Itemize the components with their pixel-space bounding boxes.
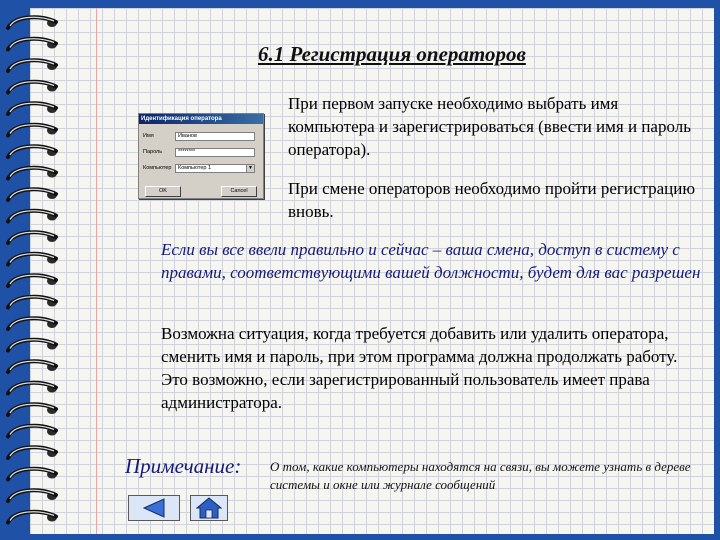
paragraph-access-granted: Если вы все ввели правильно и сейчас – ваша смена, доступ в систему с правами, соответствующими вашей должности, будет для вас разрешен [161, 240, 701, 282]
paragraph-admin-rights: Возможна ситуация, когда требуется добавить или удалить оператора, сменить имя и пароль, при этом программа должна продолжать работу. Это возможно, если зарегистрированный пользователь имеет права администратора. [161, 324, 678, 412]
dialog-cancel-button: Cancel [221, 186, 257, 197]
dialog-computer-row [143, 163, 255, 173]
dialog-title: Идентификация оператора [139, 114, 263, 124]
slide-title: 6.1 Регистрация операторов [258, 42, 526, 66]
paragraph-operator-change: При смене операторов необходимо пройти регистрацию вновь. [288, 179, 696, 221]
dialog-ok-button: OK [145, 186, 181, 197]
dialog-password-label: Пароль [143, 149, 163, 155]
dropdown-arrow-icon: ▼ [246, 165, 254, 172]
note-text: О том, какие компьютеры находятся на связи, вы можете узнать в дереве системы и окне или журнале сообщений [270, 459, 691, 492]
note-label: Примечание: [125, 454, 242, 478]
dialog-computer-select [175, 164, 255, 173]
home-icon [196, 497, 222, 519]
dialog-name-label: Имя [143, 133, 154, 139]
dialog-name-row [143, 131, 255, 141]
login-dialog-screenshot [138, 113, 264, 199]
margin-line [96, 8, 97, 534]
dialog-computer-label: Компьютер [143, 165, 172, 171]
dialog-name-field: Иванов [175, 132, 255, 141]
dialog-password-row [143, 147, 255, 157]
triangle-left-icon [140, 498, 168, 518]
back-button[interactable] [128, 495, 180, 521]
slide-page [30, 8, 714, 534]
dialog-password-field: ******** [175, 148, 255, 157]
paragraph-first-launch: При первом запуске необходимо выбрать имя компьютера и зарегистрироваться (ввести имя и пароль оператора). [288, 94, 691, 159]
dialog-computer-value: Компьютер 1 [178, 164, 212, 171]
home-button[interactable] [190, 495, 228, 521]
